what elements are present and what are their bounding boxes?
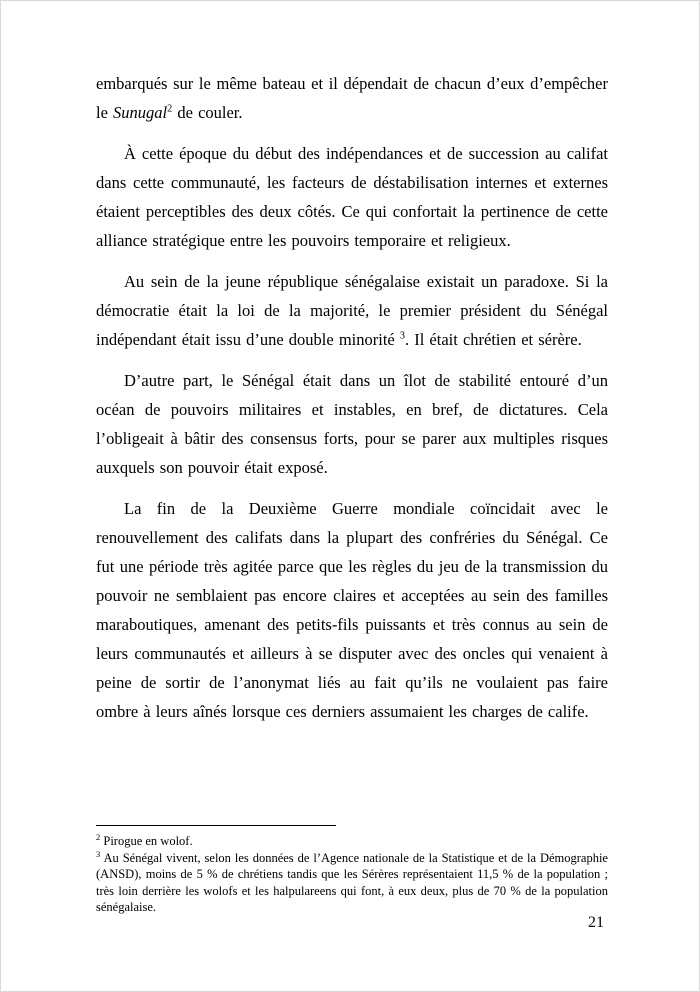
- page-number: 21: [588, 914, 604, 931]
- body-text: de couler.: [172, 103, 243, 122]
- footnote-2: [96, 833, 608, 850]
- paragraph-2: À cette époque du début des indépendances et de succession au califat dans cette communauté, les facteurs de déstabilisation internes et externes étaient perceptibles des deux côtés. Ce qui confortait la pertinence de cette alliance stratégique entre les pouvoirs temporaire et religieux.: [96, 144, 608, 250]
- body-text: . Il était chrétien et sérère.: [404, 330, 582, 349]
- body-text: Au sein de la jeune république sénégalaise existait un paradoxe. Si la démocratie était la loi de la majorité, le premier président du Sénégal indépendant était issu d’une double minorité: [96, 272, 608, 349]
- body-text: embarqués sur le même bateau et il dépendait de chacun d’eux d’empêcher le: [96, 74, 608, 122]
- italic-term: Sunugal: [113, 103, 168, 122]
- paragraph-5: La fin de la Deuxième Guerre mondiale coïncidait avec le renouvellement des califats dans la plupart des confréries du Sénégal. Ce fut une période très agitée parce que les règles du jeu de la transmission du pouvoir ne semblaient pas encore claires et acceptées au sein des familles maraboutiques, amenant des petits-fils puissants et très connus au sein de leurs communautés et ailleurs à se disputer avec des oncles qui venaient à peine de sortir de l’anonymat liés au fait qu’ils ne voulaient pas faire ombre à leurs aînés lorsque ces derniers assumaient les charges de calife.: [96, 499, 608, 721]
- footnote-text: Au Sénégal vivent, selon les données de l’Agence nationale de la Statistique et de la Démographie (ANSD), moins de 5 % de chrétiens tandis que les Sérères représentaient 11,5 % de la population ; très loin derrière les wolofs et les halpulareens qui font, à eux deux, plus de 70 % de la population sénégalaise.: [96, 850, 608, 914]
- paragraph-1: [96, 69, 608, 127]
- footnote-separator: [96, 825, 336, 826]
- page-body: [96, 69, 608, 726]
- footnote-marker-2: 2: [96, 831, 101, 842]
- paragraph-4: D’autre part, le Sénégal était dans un îlot de stabilité entouré d’un océan de pouvoirs militaires et instables, en bref, de dictatures. Cela l’obligeait à bâtir des consensus forts, pour se parer aux multiples risques auxquels son pouvoir était exposé.: [96, 371, 608, 477]
- footnote-ref-2: 2: [167, 103, 173, 115]
- footnote-3: [96, 850, 608, 916]
- footnotes-section: [96, 825, 608, 916]
- footnote-marker-3: 3: [96, 848, 101, 859]
- paragraph-3: [96, 267, 608, 354]
- footnote-text: Pirogue en wolof.: [100, 834, 193, 848]
- footnote-ref-3: 3: [399, 330, 405, 342]
